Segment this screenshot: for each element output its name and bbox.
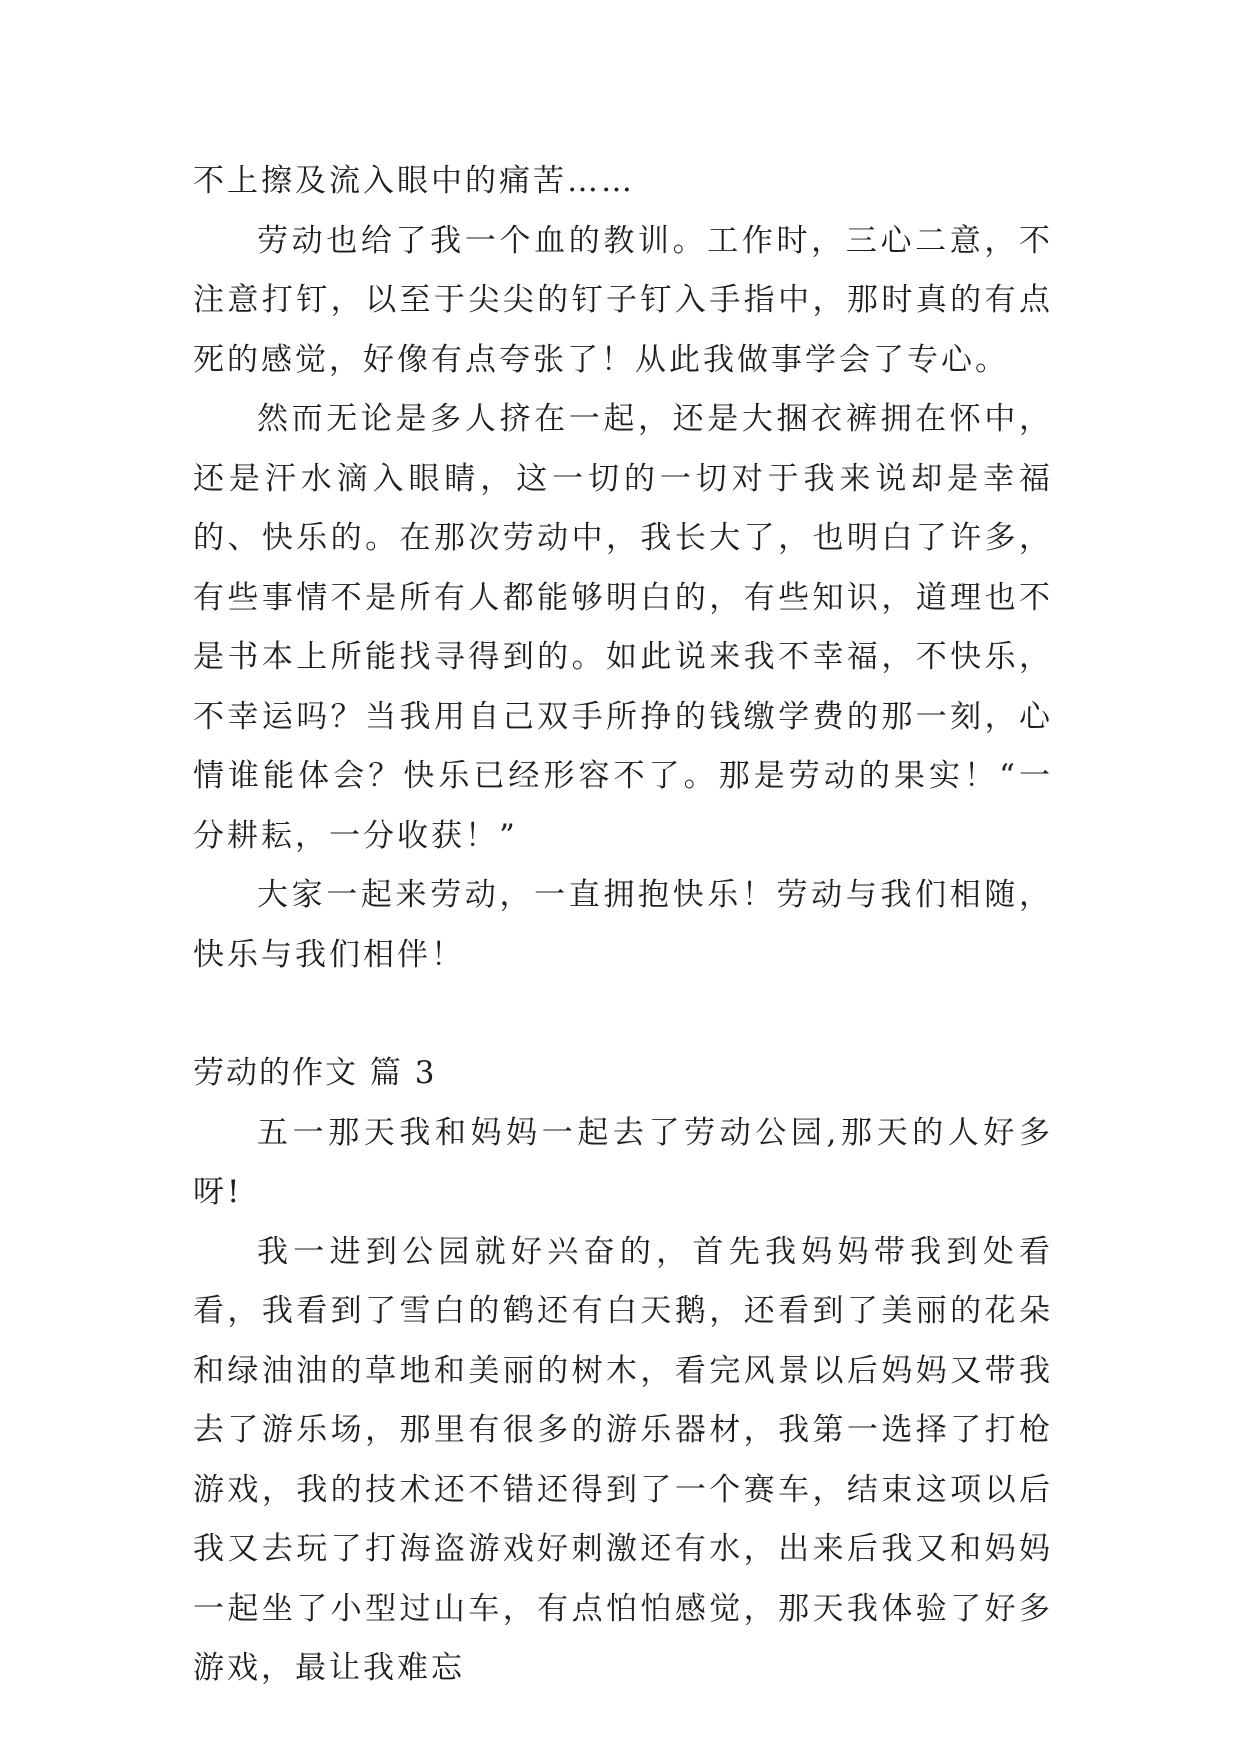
document-body [193,152,1053,1699]
paragraph: 劳动也给了我一个血的教训。工作时，三心二意，不注意打钉，以至于尖尖的钉子钉入手指中，那时真的有点死的感觉，好像有点夸张了！从此我做事学会了专心。 [193,222,1053,378]
paragraph: 不上擦及流入眼中的痛苦…… [193,163,635,199]
paragraph: 我一进到公园就好兴奋的，首先我妈妈带我到处看看，我看到了雪白的鹤还有白天鹅，还看到了美丽的花朵和绿油油的草地和美丽的树木，看完风景以后妈妈又带我去了游乐场，那里有很多的游乐器材，我第一选择了打枪游戏，我的技术还不错还得到了一个赛车，结束这项以后我又去玩了打海盗游戏好刺激还有水，出来后我又和妈妈一起坐了小型过山车，有点怕怕感觉，那天我体验了好多游戏，最让我难忘 [193,1233,1053,1686]
section-gap [193,985,1053,1044]
paragraph: 五一那天我和妈妈一起去了劳动公园,那天的人好多呀! [193,1114,1053,1210]
paragraph: 然而无论是多人挤在一起，还是大捆衣裤拥在怀中，还是汗水滴入眼睛，这一切的一切对于我来说却是幸福的、快乐的。在那次劳动中，我长大了，也明白了许多，有些事情不是所有人都能够明白的，有些知识，道理也不是书本上所能找寻得到的。如此说来我不幸福，不快乐，不幸运吗？当我用自己双手所挣的钱缴学费的那一刻，心情谁能体会？快乐已经形容不了。那是劳动的果实！“一分耕耘，一分收获！” [193,401,1053,854]
paragraph: 大家一起来劳动，一直拥抱快乐！劳动与我们相随，快乐与我们相伴！ [193,877,1053,973]
section-heading: 劳动的作文 篇 3 [193,1055,437,1091]
